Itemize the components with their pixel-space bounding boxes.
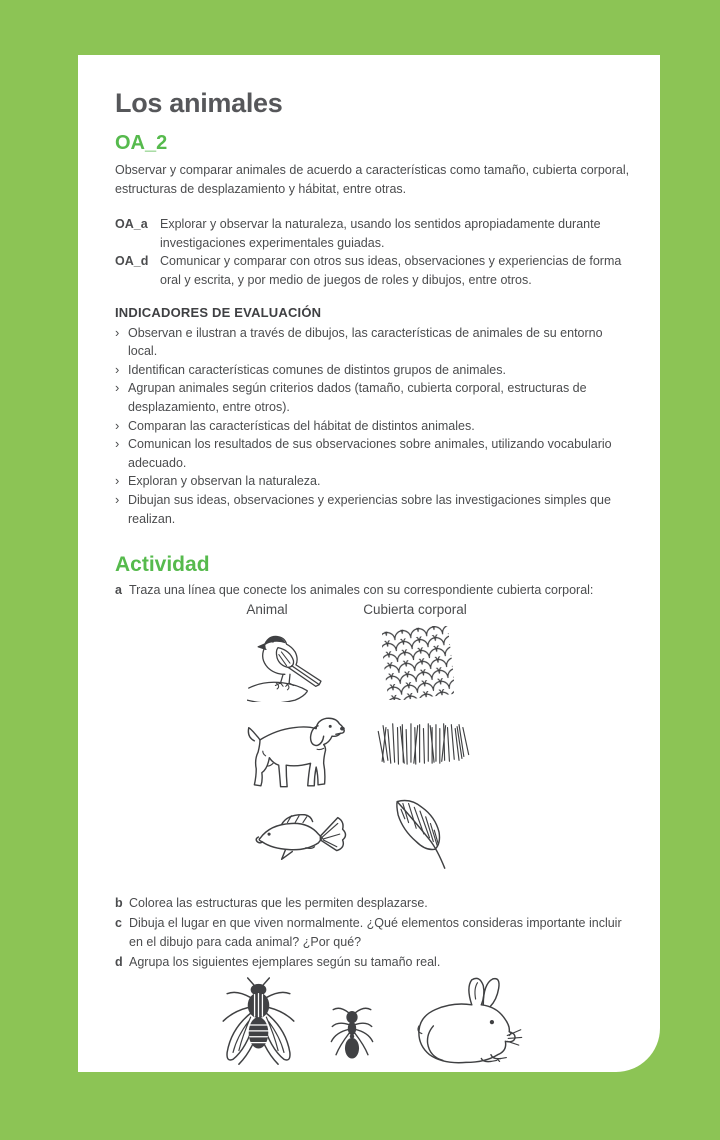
column-header-cubierta-corporal: Cubierta corporal: [363, 601, 467, 617]
activity-item-text: Colorea las estructuras que les permiten desplazarse.: [129, 895, 428, 910]
activity-item-d: [115, 953, 630, 972]
matching-exercise: [115, 602, 630, 878]
activity-item-text: Traza una línea que conecte los animales con su correspondiente cubierta corporal:: [129, 583, 594, 598]
dog-illustration: [245, 714, 348, 792]
activity-item-text: Agrupa los siguientes ejemplares según su tamaño real.: [129, 955, 441, 970]
specimens-row: [115, 976, 630, 1074]
bird-on-hand-illustration: [247, 626, 333, 702]
bullet-chevron: ›: [115, 436, 120, 452]
indicador-text: Identifican características comunes de distintos grupos de animales.: [128, 362, 506, 377]
oa2-heading: OA_2: [115, 132, 168, 154]
indicador-text: Dibujan sus ideas, observaciones y experiencias sobre las investigaciones simples que realizan.: [128, 492, 611, 526]
indicadores-heading: INDICADORES DE EVALUACIÓN: [115, 304, 322, 320]
activity-item-b: [115, 894, 630, 913]
list-item: [115, 324, 630, 361]
activity-item-a: [115, 581, 630, 600]
feather-illustration: [385, 794, 455, 872]
oa-item-text: Explorar y observar la naturaleza, usando los sentidos apropiadamente durante investigaciones experimentales guiadas.: [160, 217, 601, 250]
bullet-chevron: ›: [115, 473, 120, 489]
list-item: [115, 361, 630, 380]
fly-illustration: [215, 976, 302, 1074]
bullet-chevron: ›: [115, 417, 120, 433]
bullet-chevron: ›: [115, 361, 120, 377]
oa-item: [115, 215, 630, 252]
page-title: Los animales: [115, 88, 283, 118]
list-item: [115, 491, 630, 528]
worksheet-page: [78, 55, 660, 1072]
indicador-text: Comparan las características del hábitat de distintos animales.: [128, 418, 475, 433]
oa-item: [115, 252, 630, 289]
activity-item-label: d: [115, 955, 123, 970]
indicadores-list: [115, 324, 630, 529]
indicador-text: Comunican los resultados de sus observaciones sobre animales, utilizando vocabulario adecuado.: [128, 437, 612, 470]
ant-illustration: [327, 1004, 377, 1066]
list-item: [115, 379, 630, 416]
bullet-chevron: ›: [115, 491, 120, 507]
fish-illustration: [252, 808, 350, 868]
oa-item-label: OA_a: [115, 217, 148, 232]
list-item: [115, 417, 630, 436]
scales-pattern-illustration: [382, 626, 454, 700]
activity-item-label: c: [115, 916, 122, 931]
activity-item-c: [115, 914, 630, 951]
column-header-animal: Animal: [246, 601, 288, 617]
oa-sub-list: [115, 215, 630, 289]
activity-item-label: a: [115, 583, 122, 598]
oa2-description: Observar y comparar animales de acuerdo a características como tamaño, cubierta corporal, estructuras de desplazamiento y hábitat, entre otras.: [115, 163, 630, 196]
indicador-text: Exploran y observan la naturaleza.: [128, 474, 321, 489]
oa-item-text: Comunicar y comparar con otros sus ideas, observaciones y experiencias de forma oral y escrita, y por medio de juegos de roles y dibujos, entre otros.: [160, 254, 622, 287]
indicador-text: Observan e ilustran a través de dibujos, las características de animales de su entorno local.: [128, 325, 603, 359]
bullet-chevron: ›: [115, 380, 120, 396]
activity-item-label: b: [115, 895, 123, 910]
actividad-heading: Actividad: [115, 553, 210, 577]
activity-item-text: Dibuja el lugar en que viven normalmente. ¿Qué elementos consideras importante incluir en el dibujo para cada animal? ¿Por qué?: [129, 916, 622, 949]
fur-texture-illustration: [373, 718, 472, 768]
list-item: [115, 472, 630, 491]
rabbit-illustration: [406, 976, 526, 1072]
list-item: [115, 435, 630, 472]
oa-item-label: OA_d: [115, 254, 149, 269]
indicador-text: Agrupan animales según criterios dados (tamaño, cubierta corporal, estructuras de desplazamiento, entre otros).: [128, 381, 587, 414]
bullet-chevron: ›: [115, 324, 120, 340]
